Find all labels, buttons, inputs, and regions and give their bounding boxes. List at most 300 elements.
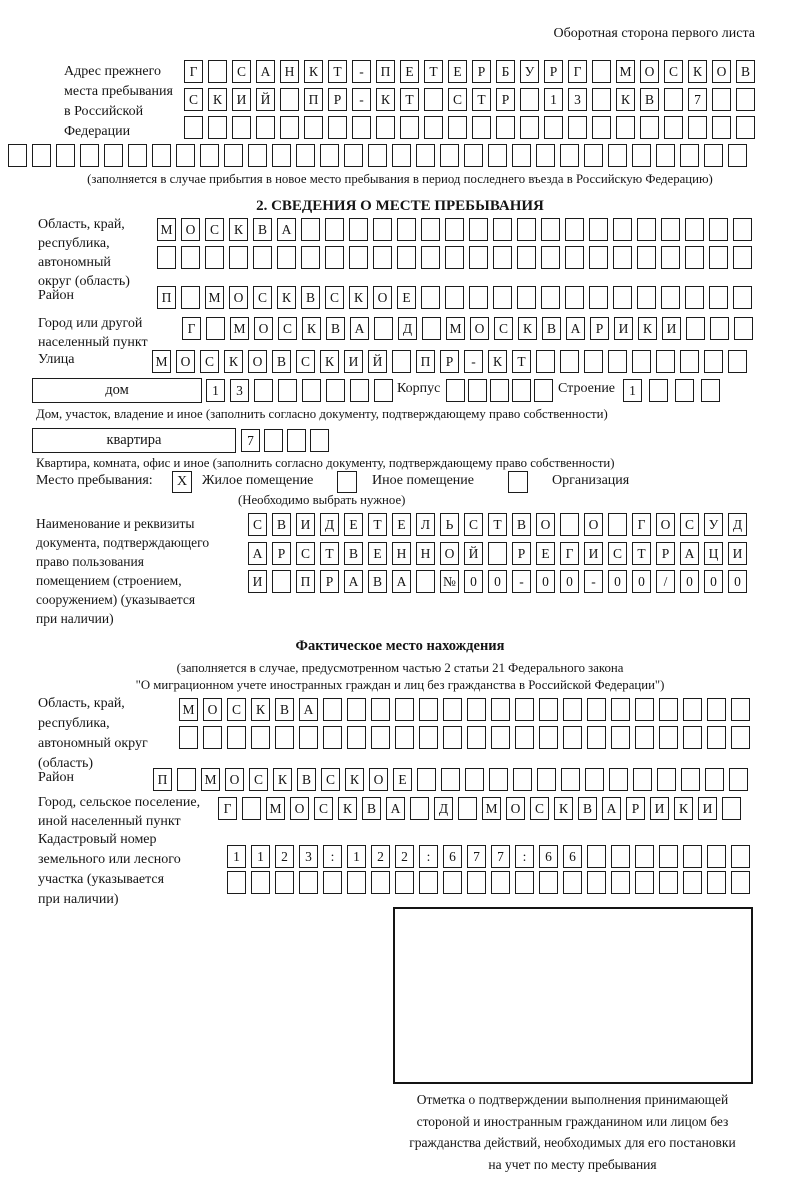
char-cell-empty [251, 871, 270, 894]
char-cell-filled: 0 [488, 570, 507, 593]
char-cell-filled: С [321, 768, 340, 791]
char-cell-filled: В [542, 317, 561, 340]
label-line: стороной и иностранным гражданином или лицом без [416, 1113, 729, 1129]
char-cell-filled: Г [182, 317, 201, 340]
char-cell-filled: О [584, 513, 603, 536]
label-line: места пребывания [64, 84, 173, 99]
char-cell-empty [400, 116, 419, 139]
char-cell-empty [683, 845, 702, 868]
char-cell-filled: В [275, 698, 294, 721]
char-cell-empty [277, 246, 296, 269]
char-cell-filled: И [728, 542, 747, 565]
char-cell-empty [563, 726, 582, 749]
char-cell-empty [560, 513, 579, 536]
label-line: Отметка о подтверждении выполнения принимающей [416, 1092, 729, 1107]
char-cell-filled: К [674, 797, 693, 820]
char-cell-filled: Р [656, 542, 675, 565]
char-cell-filled: М [230, 317, 249, 340]
char-cell-empty [469, 286, 488, 309]
char-cell-empty [707, 845, 726, 868]
char-cell-filled: 2 [275, 845, 294, 868]
char-cell-filled: С [205, 218, 224, 241]
char-cell-empty [584, 144, 603, 167]
char-cell-empty [656, 350, 675, 373]
char-cell-filled: В [736, 60, 755, 83]
char-cell-empty [589, 286, 608, 309]
char-cell-filled: К [345, 768, 364, 791]
char-cell-empty [320, 144, 339, 167]
char-cell-empty [441, 768, 460, 791]
char-cell-filled: 0 [464, 570, 483, 593]
oblast-row-2 [157, 246, 752, 269]
char-cell-filled: 1 [623, 379, 642, 402]
char-cell-empty [661, 246, 680, 269]
fact-note-line-2: "О миграционном учете иностранных граждан и лиц без гражданства в Российской Федерации") [135, 678, 665, 692]
char-cell-empty [664, 116, 683, 139]
char-cell-filled: К [616, 88, 635, 111]
char-cell-filled: Д [398, 317, 417, 340]
char-cell-filled: А [602, 797, 621, 820]
char-cell-filled: 7 [688, 88, 707, 111]
section2-title: 2. СВЕДЕНИЯ О МЕСТЕ ПРЕБЫВАНИЯ [256, 198, 544, 214]
char-cell-filled: К [224, 350, 243, 373]
dom-box: дом [32, 378, 202, 403]
char-cell-filled: 0 [608, 570, 627, 593]
char-cell-empty [472, 116, 491, 139]
char-cell-empty [392, 144, 411, 167]
char-cell-filled: - [352, 60, 371, 83]
char-cell-filled: М [179, 698, 198, 721]
prev-address-row-1 [184, 60, 755, 83]
char-cell-empty [349, 218, 368, 241]
char-cell-empty [659, 698, 678, 721]
char-cell-empty [681, 768, 700, 791]
char-cell-filled: В [253, 218, 272, 241]
label-line: в Российской [64, 104, 144, 119]
doc-row-1 [248, 513, 747, 536]
char-cell-empty [685, 218, 704, 241]
char-cell-filled: Р [272, 542, 291, 565]
char-cell-empty [728, 350, 747, 373]
char-cell-empty [104, 144, 123, 167]
char-cell-filled: Е [344, 513, 363, 536]
char-cell-empty [491, 698, 510, 721]
char-cell-filled: А [277, 218, 296, 241]
char-cell-filled: К [338, 797, 357, 820]
label-line: Город, сельское поселение, [38, 795, 201, 810]
char-cell-filled: 7 [491, 845, 510, 868]
char-cell-empty [443, 726, 462, 749]
char-cell-empty [272, 144, 291, 167]
char-cell-empty [611, 871, 630, 894]
prev-address-row-4 [8, 144, 747, 167]
label-line: гражданства действий, необходимых для его постановки [409, 1135, 736, 1150]
label-line: земельного или лесного [38, 852, 181, 867]
char-cell-empty [251, 726, 270, 749]
oblast-row-1 [157, 218, 752, 241]
char-cell-filled: У [520, 60, 539, 83]
char-cell-empty [709, 218, 728, 241]
char-cell-filled: С [448, 88, 467, 111]
char-cell-filled: М [205, 286, 224, 309]
char-cell-empty [181, 286, 200, 309]
label-line: республика, [38, 236, 110, 251]
char-cell-filled: 2 [371, 845, 390, 868]
char-cell-filled: И [662, 317, 681, 340]
label-line: Кадастровый номер [38, 832, 157, 847]
char-cell-empty [635, 726, 654, 749]
stroenie-row [623, 379, 720, 402]
char-cell-filled: О [369, 768, 388, 791]
mesto-note: (Необходимо выбрать нужное) [238, 493, 406, 507]
char-cell-filled: Т [472, 88, 491, 111]
char-cell-filled: Ц [704, 542, 723, 565]
rayon-label: Район [38, 288, 74, 303]
label-line: Город или другой [38, 316, 143, 331]
char-cell-empty [608, 144, 627, 167]
char-cell-empty [445, 246, 464, 269]
char-cell-filled: Г [632, 513, 651, 536]
char-cell-filled: Р [512, 542, 531, 565]
char-cell-filled: С [232, 60, 251, 83]
char-cell-filled: Д [320, 513, 339, 536]
char-cell-filled: У [704, 513, 723, 536]
char-cell-empty [229, 246, 248, 269]
char-cell-empty [467, 726, 486, 749]
char-cell-empty [349, 246, 368, 269]
char-cell-empty [323, 726, 342, 749]
char-cell-empty [416, 570, 435, 593]
fact-gorod-label [38, 793, 200, 831]
char-cell-empty [520, 88, 539, 111]
char-cell-empty [592, 60, 611, 83]
fact-oblast-row-1 [179, 698, 750, 721]
char-cell-filled: Н [392, 542, 411, 565]
char-cell-filled: - [464, 350, 483, 373]
char-cell-empty [347, 871, 366, 894]
char-cell-empty [659, 871, 678, 894]
char-cell-empty [493, 286, 512, 309]
char-cell-filled: О [373, 286, 392, 309]
char-cell-empty [443, 698, 462, 721]
char-cell-filled: К [208, 88, 227, 111]
char-cell-empty [589, 246, 608, 269]
ulitsa-row [152, 350, 747, 373]
char-cell-empty [675, 379, 694, 402]
char-cell-empty [587, 698, 606, 721]
char-cell-empty [664, 88, 683, 111]
char-cell-empty [280, 116, 299, 139]
char-cell-empty [302, 379, 321, 402]
char-cell-empty [445, 218, 464, 241]
char-cell-empty [544, 116, 563, 139]
label-line: сооружением) (указывается [36, 592, 196, 607]
char-cell-filled: / [656, 570, 675, 593]
char-cell-empty [683, 726, 702, 749]
char-cell-empty [515, 698, 534, 721]
char-cell-empty [488, 542, 507, 565]
char-cell-empty [419, 726, 438, 749]
char-cell-empty [157, 246, 176, 269]
kvartira-box: квартира [32, 428, 236, 453]
char-cell-filled: В [640, 88, 659, 111]
char-cell-empty [709, 246, 728, 269]
char-cell-empty [448, 116, 467, 139]
char-cell-empty [632, 350, 651, 373]
char-cell-filled: В [272, 350, 291, 373]
char-cell-filled: Е [393, 768, 412, 791]
label-line: округ (область) [38, 274, 130, 289]
char-cell-filled: 6 [443, 845, 462, 868]
char-cell-filled: Т [368, 513, 387, 536]
char-cell-empty [513, 768, 532, 791]
char-cell-empty [227, 871, 246, 894]
char-cell-empty [184, 116, 203, 139]
char-cell-empty [417, 768, 436, 791]
char-cell-empty [323, 698, 342, 721]
char-cell-empty [467, 698, 486, 721]
doc-row-2 [248, 542, 747, 565]
char-cell-filled: В [368, 570, 387, 593]
char-cell-empty [616, 116, 635, 139]
char-cell-empty [657, 768, 676, 791]
char-cell-filled: С [314, 797, 333, 820]
char-cell-empty [458, 797, 477, 820]
char-cell-filled: И [614, 317, 633, 340]
char-cell-empty [8, 144, 27, 167]
char-cell-empty [731, 726, 750, 749]
char-cell-filled: Т [512, 350, 531, 373]
char-cell-empty [395, 871, 414, 894]
char-cell-empty [565, 246, 584, 269]
char-cell-filled: Г [568, 60, 587, 83]
char-cell-filled: К [273, 768, 292, 791]
char-cell-filled: О [203, 698, 222, 721]
char-cell-empty [568, 116, 587, 139]
dom-caption: Дом, участок, владение и иное (заполнить согласно документу, подтверждающему право собственности) [36, 407, 608, 421]
char-cell-filled: Й [256, 88, 275, 111]
char-cell-filled: В [301, 286, 320, 309]
char-cell-empty [520, 116, 539, 139]
char-cell-empty [424, 88, 443, 111]
char-cell-empty [301, 218, 320, 241]
char-cell-filled: П [153, 768, 172, 791]
char-cell-filled: 1 [206, 379, 225, 402]
char-cell-empty [701, 379, 720, 402]
char-cell-empty [181, 246, 200, 269]
char-cell-filled: А [680, 542, 699, 565]
char-cell-empty [637, 246, 656, 269]
char-cell-empty [371, 871, 390, 894]
char-cell-filled: О [254, 317, 273, 340]
char-cell-filled: К [229, 218, 248, 241]
char-cell-empty [637, 286, 656, 309]
prev-address-row-2 [184, 88, 755, 111]
char-cell-filled: К [304, 60, 323, 83]
char-cell-filled: П [157, 286, 176, 309]
char-cell-empty [635, 871, 654, 894]
char-cell-empty [632, 144, 651, 167]
label-line: иной населенный пункт [38, 814, 181, 829]
char-cell-filled: Е [392, 513, 411, 536]
mesto-option-organizatsiya-label: Организация [552, 473, 630, 488]
gorod-row [182, 317, 753, 340]
char-cell-filled: М [157, 218, 176, 241]
stroenie-label: Строение [558, 381, 616, 396]
char-cell-filled: С [680, 513, 699, 536]
char-cell-empty [489, 768, 508, 791]
char-cell-empty [585, 768, 604, 791]
char-cell-empty [200, 144, 219, 167]
char-cell-filled: : [323, 845, 342, 868]
char-cell-empty [688, 116, 707, 139]
char-cell-filled: Т [424, 60, 443, 83]
char-cell-empty [565, 286, 584, 309]
char-cell-empty [347, 726, 366, 749]
char-cell-empty [587, 726, 606, 749]
stamp-box [393, 907, 753, 1084]
char-cell-filled: С [664, 60, 683, 83]
ulitsa-label: Улица [38, 352, 75, 367]
char-cell-empty [722, 797, 741, 820]
char-cell-empty [517, 218, 536, 241]
char-cell-empty [464, 144, 483, 167]
char-cell-empty [512, 144, 531, 167]
char-cell-filled: В [512, 513, 531, 536]
char-cell-filled: 0 [728, 570, 747, 593]
char-cell-filled: Р [496, 88, 515, 111]
char-cell-filled: № [440, 570, 459, 593]
char-cell-empty [352, 116, 371, 139]
char-cell-empty [563, 698, 582, 721]
char-cell-empty [534, 379, 553, 402]
char-cell-empty [493, 246, 512, 269]
char-cell-filled: И [232, 88, 251, 111]
char-cell-empty [468, 379, 487, 402]
char-cell-empty [541, 218, 560, 241]
char-cell-empty [242, 797, 261, 820]
char-cell-filled: В [578, 797, 597, 820]
char-cell-filled: Ь [440, 513, 459, 536]
char-cell-filled: К [277, 286, 296, 309]
char-cell-empty [659, 845, 678, 868]
char-cell-empty [325, 218, 344, 241]
char-cell-empty [640, 116, 659, 139]
char-cell-filled: Д [434, 797, 453, 820]
char-cell-empty [272, 570, 291, 593]
char-cell-filled: С [530, 797, 549, 820]
char-cell-empty [704, 144, 723, 167]
char-cell-filled: Й [368, 350, 387, 373]
char-cell-empty [587, 845, 606, 868]
char-cell-filled: Р [328, 88, 347, 111]
char-cell-filled: В [362, 797, 381, 820]
char-cell-filled: Е [536, 542, 555, 565]
char-cell-empty [203, 726, 222, 749]
char-cell-empty [296, 144, 315, 167]
char-cell-empty [685, 286, 704, 309]
char-cell-empty [419, 698, 438, 721]
label-line: на учет по месту пребывания [488, 1156, 657, 1172]
char-cell-filled: Р [544, 60, 563, 83]
char-cell-filled: С [278, 317, 297, 340]
char-cell-empty [326, 379, 345, 402]
char-cell-empty [422, 317, 441, 340]
char-cell-filled: 0 [680, 570, 699, 593]
char-cell-empty [176, 144, 195, 167]
char-cell-empty [635, 698, 654, 721]
label-line: автономный [38, 255, 111, 270]
char-cell-empty [376, 116, 395, 139]
char-cell-empty [421, 246, 440, 269]
char-cell-filled: Г [560, 542, 579, 565]
char-cell-empty [275, 871, 294, 894]
char-cell-filled: Л [416, 513, 435, 536]
char-cell-filled: К [554, 797, 573, 820]
char-cell-filled: Р [320, 570, 339, 593]
prev-address-label [64, 62, 173, 142]
korpus-row [446, 379, 553, 402]
char-cell-filled: С [296, 542, 315, 565]
char-cell-filled: В [344, 542, 363, 565]
char-cell-empty [371, 698, 390, 721]
label-line: при наличии) [36, 611, 114, 626]
char-cell-filled: И [296, 513, 315, 536]
char-cell-filled: : [419, 845, 438, 868]
char-cell-filled: О [176, 350, 195, 373]
char-cell-empty [517, 246, 536, 269]
char-cell-empty [705, 768, 724, 791]
char-cell-empty [419, 871, 438, 894]
char-cell-empty [275, 726, 294, 749]
char-cell-empty [467, 871, 486, 894]
char-cell-empty [733, 246, 752, 269]
char-cell-empty [490, 379, 509, 402]
char-cell-filled: Р [590, 317, 609, 340]
char-cell-empty [733, 286, 752, 309]
char-cell-empty [80, 144, 99, 167]
char-cell-empty [232, 116, 251, 139]
char-cell-filled: К [349, 286, 368, 309]
page-side-note: Оборотная сторона первого листа [553, 26, 755, 41]
char-cell-empty [278, 379, 297, 402]
char-cell-filled: Г [184, 60, 203, 83]
label-line: Адрес прежнего [64, 64, 161, 79]
mesto-checkbox-zhiloe: X [172, 471, 192, 493]
char-cell-empty [152, 144, 171, 167]
char-cell-empty [248, 144, 267, 167]
char-cell-empty [584, 350, 603, 373]
char-cell-filled: О [290, 797, 309, 820]
char-cell-empty [373, 218, 392, 241]
char-cell-filled: С [296, 350, 315, 373]
fact-note-line-1: (заполняется в случае, предусмотренном частью 2 статьи 21 Федерального закона [176, 661, 624, 675]
char-cell-empty [206, 317, 225, 340]
mesto-label: Место пребывания: [36, 473, 153, 488]
char-cell-empty [611, 845, 630, 868]
char-cell-filled: - [584, 570, 603, 593]
char-cell-empty [56, 144, 75, 167]
char-cell-empty [304, 116, 323, 139]
label-line: Область, край, [38, 217, 125, 232]
char-cell-empty [205, 246, 224, 269]
char-cell-filled: И [584, 542, 603, 565]
char-cell-empty [397, 218, 416, 241]
char-cell-filled: А [350, 317, 369, 340]
char-cell-empty [661, 218, 680, 241]
char-cell-empty [686, 317, 705, 340]
char-cell-filled: О [225, 768, 244, 791]
